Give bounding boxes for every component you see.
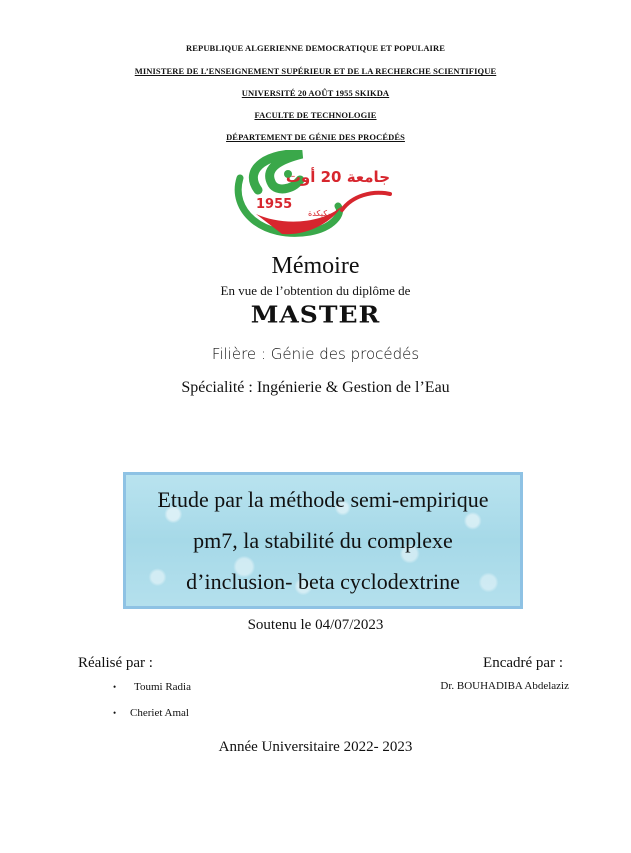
authors-label: Réalisé par : <box>78 655 153 671</box>
thesis-title-line3: d’inclusion- beta cyclodextrine <box>186 569 460 594</box>
university-logo <box>222 150 394 242</box>
specialite-line: Spécialité : Ingénierie & Gestion de l’Eau <box>181 379 450 396</box>
degree-title: MASTER <box>250 300 381 329</box>
bullet-icon: • <box>113 708 117 718</box>
header-republic: REPUBLIQUE ALGERIENNE DEMOCRATIQUE ET POPULAIRE <box>186 43 445 53</box>
supervision-label: Encadré par : <box>483 655 563 671</box>
memoire-subtitle: En vue de l’obtention du diplôme de <box>220 283 411 298</box>
logo-year: 1955 <box>256 197 293 212</box>
header-university: UNIVERSITÉ 20 AOÛT 1955 SKIKDA <box>241 88 390 98</box>
logo-arabic-name: جامعة 20 أوت <box>285 168 390 186</box>
student-name: Toumi Radia <box>134 681 191 693</box>
thesis-title-line1: Etude par la méthode semi-empirique <box>157 487 489 512</box>
academic-year: Année Universitaire 2022- 2023 <box>218 739 413 755</box>
defense-date: Soutenu le 04/07/2023 <box>247 617 384 633</box>
header-faculty: FACULTE DE TECHNOLOGIE <box>254 110 377 120</box>
thesis-title-box <box>123 472 523 609</box>
logo-arabic-city: سكيكدة <box>308 209 335 218</box>
student-name: Cheriet Amal <box>130 707 189 719</box>
header-department: DÉPARTEMENT DE GÉNIE DES PROCÉDÉS <box>226 132 405 142</box>
bullet-icon: • <box>113 682 117 692</box>
memoire-title: Mémoire <box>271 253 360 279</box>
thesis-title-line2: pm7, la stabilité du complexe <box>193 528 453 553</box>
header-ministry: MINISTERE DE L’ENSEIGNEMENT SUPÉRIEUR ET DE LA RECHERCHE SCIENTIFIQUE <box>134 66 497 76</box>
supervisor-name: Dr. BOUHADIBA Abdelaziz <box>440 680 569 692</box>
filiere-line: Filière : Génie des procédés <box>211 345 420 363</box>
